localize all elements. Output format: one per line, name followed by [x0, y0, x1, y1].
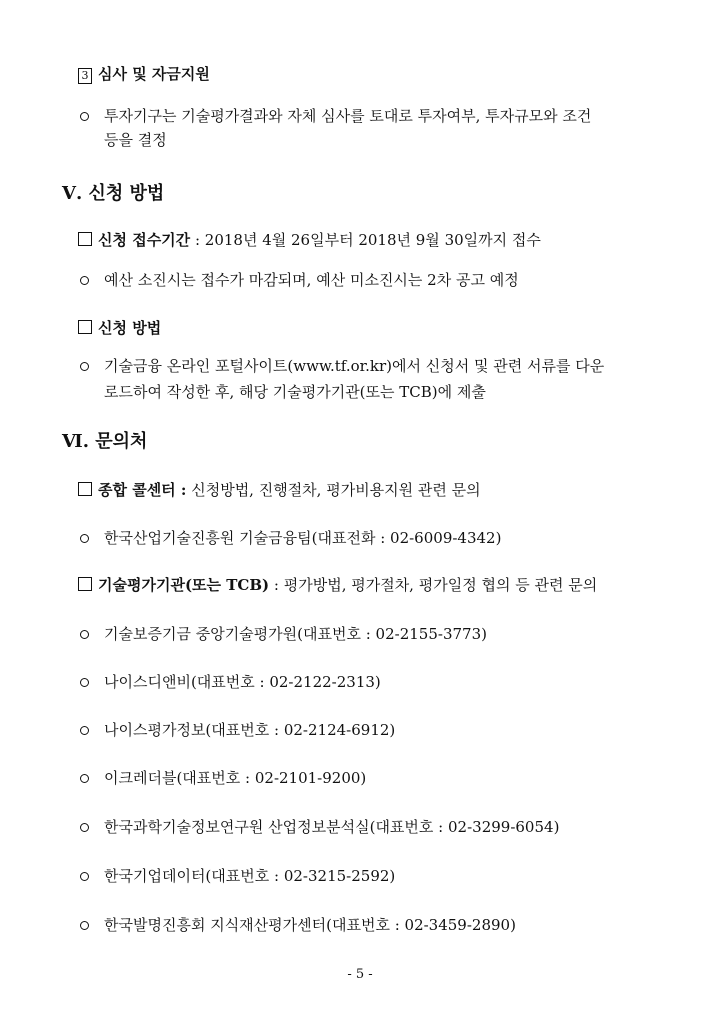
bullet-circle-icon [80, 362, 89, 371]
section-3-bullet-line2: 등을 결정 [104, 131, 167, 149]
application-method-heading [78, 318, 161, 338]
contact-item: 한국기업데이터(대표번호 : 02-3215-2592) [104, 867, 396, 885]
section-3-title: 심사 및 자금지원 [98, 65, 210, 83]
bullet-circle-icon [80, 276, 89, 285]
call-center-text: 신청방법, 진행절차, 평가비용지원 관련 문의 [191, 481, 481, 499]
section-number-box: 3 [78, 68, 92, 84]
evaluation-agencies-text: : 평가방법, 평가절차, 평가일정 협의 등 관련 문의 [273, 576, 598, 594]
section-3-heading [78, 64, 210, 84]
bullet-circle-icon [80, 872, 89, 881]
checkbox-square-icon [78, 320, 92, 334]
call-center [78, 480, 481, 500]
bullet-circle-icon [80, 726, 89, 735]
checkbox-square-icon [78, 232, 92, 246]
section-vi-title: Ⅵ. 문의처 [62, 431, 148, 452]
bullet-circle-icon [80, 774, 89, 783]
bullet-circle-icon [80, 534, 89, 543]
contact-item: 이크레더블(대표번호 : 02-2101-9200) [104, 769, 367, 787]
call-center-contact: 한국산업기술진흥원 기술금융팀(대표전화 : 02-6009-4342) [104, 529, 502, 547]
application-period [78, 230, 541, 250]
contact-item: 한국발명진흥회 지식재산평가센터(대표번호 : 02-3459-2890) [104, 916, 516, 934]
bullet-circle-icon [80, 630, 89, 639]
application-period-label: 신청 접수기간 [98, 231, 191, 249]
checkbox-square-icon [78, 482, 92, 496]
contact-item: 나이스디앤비(대표번호 : 02-2122-2313) [104, 673, 381, 691]
section-v-title: Ⅴ. 신청 방법 [62, 183, 165, 204]
call-center-label: 종합 콜센터 : [98, 481, 187, 499]
application-method-line1: 기술금융 온라인 포털사이트(www.tf.or.kr)에서 신청서 및 관련 서류를 다운 [104, 357, 605, 375]
checkbox-square-icon [78, 577, 92, 591]
contact-item: 나이스평가정보(대표번호 : 02-2124-6912) [104, 721, 396, 739]
evaluation-agencies [78, 575, 597, 595]
application-period-text: : 2018년 4월 26일부터 2018년 9월 30일까지 접수 [194, 231, 541, 249]
bullet-circle-icon [80, 678, 89, 687]
bullet-circle-icon [80, 112, 89, 121]
section-3-bullet-line1: 투자기구는 기술평가결과와 자체 심사를 토대로 투자여부, 투자규모와 조건 [104, 107, 592, 125]
application-method-label: 신청 방법 [98, 319, 162, 337]
bullet-circle-icon [80, 921, 89, 930]
budget-note: 예산 소진시는 접수가 마감되며, 예산 미소진시는 2차 공고 예정 [104, 271, 519, 289]
evaluation-agencies-label: 기술평가기관(또는 TCB) [98, 576, 270, 594]
bullet-circle-icon [80, 823, 89, 832]
contact-item: 한국과학기술정보연구원 산업정보분석실(대표번호 : 02-3299-6054) [104, 818, 560, 836]
contact-item: 기술보증기금 중앙기술평가원(대표번호 : 02-2155-3773) [104, 625, 487, 643]
page-number: - 5 - [347, 967, 373, 982]
application-method-line2: 로드하여 작성한 후, 해당 기술평가기관(또는 TCB)에 제출 [104, 383, 486, 401]
